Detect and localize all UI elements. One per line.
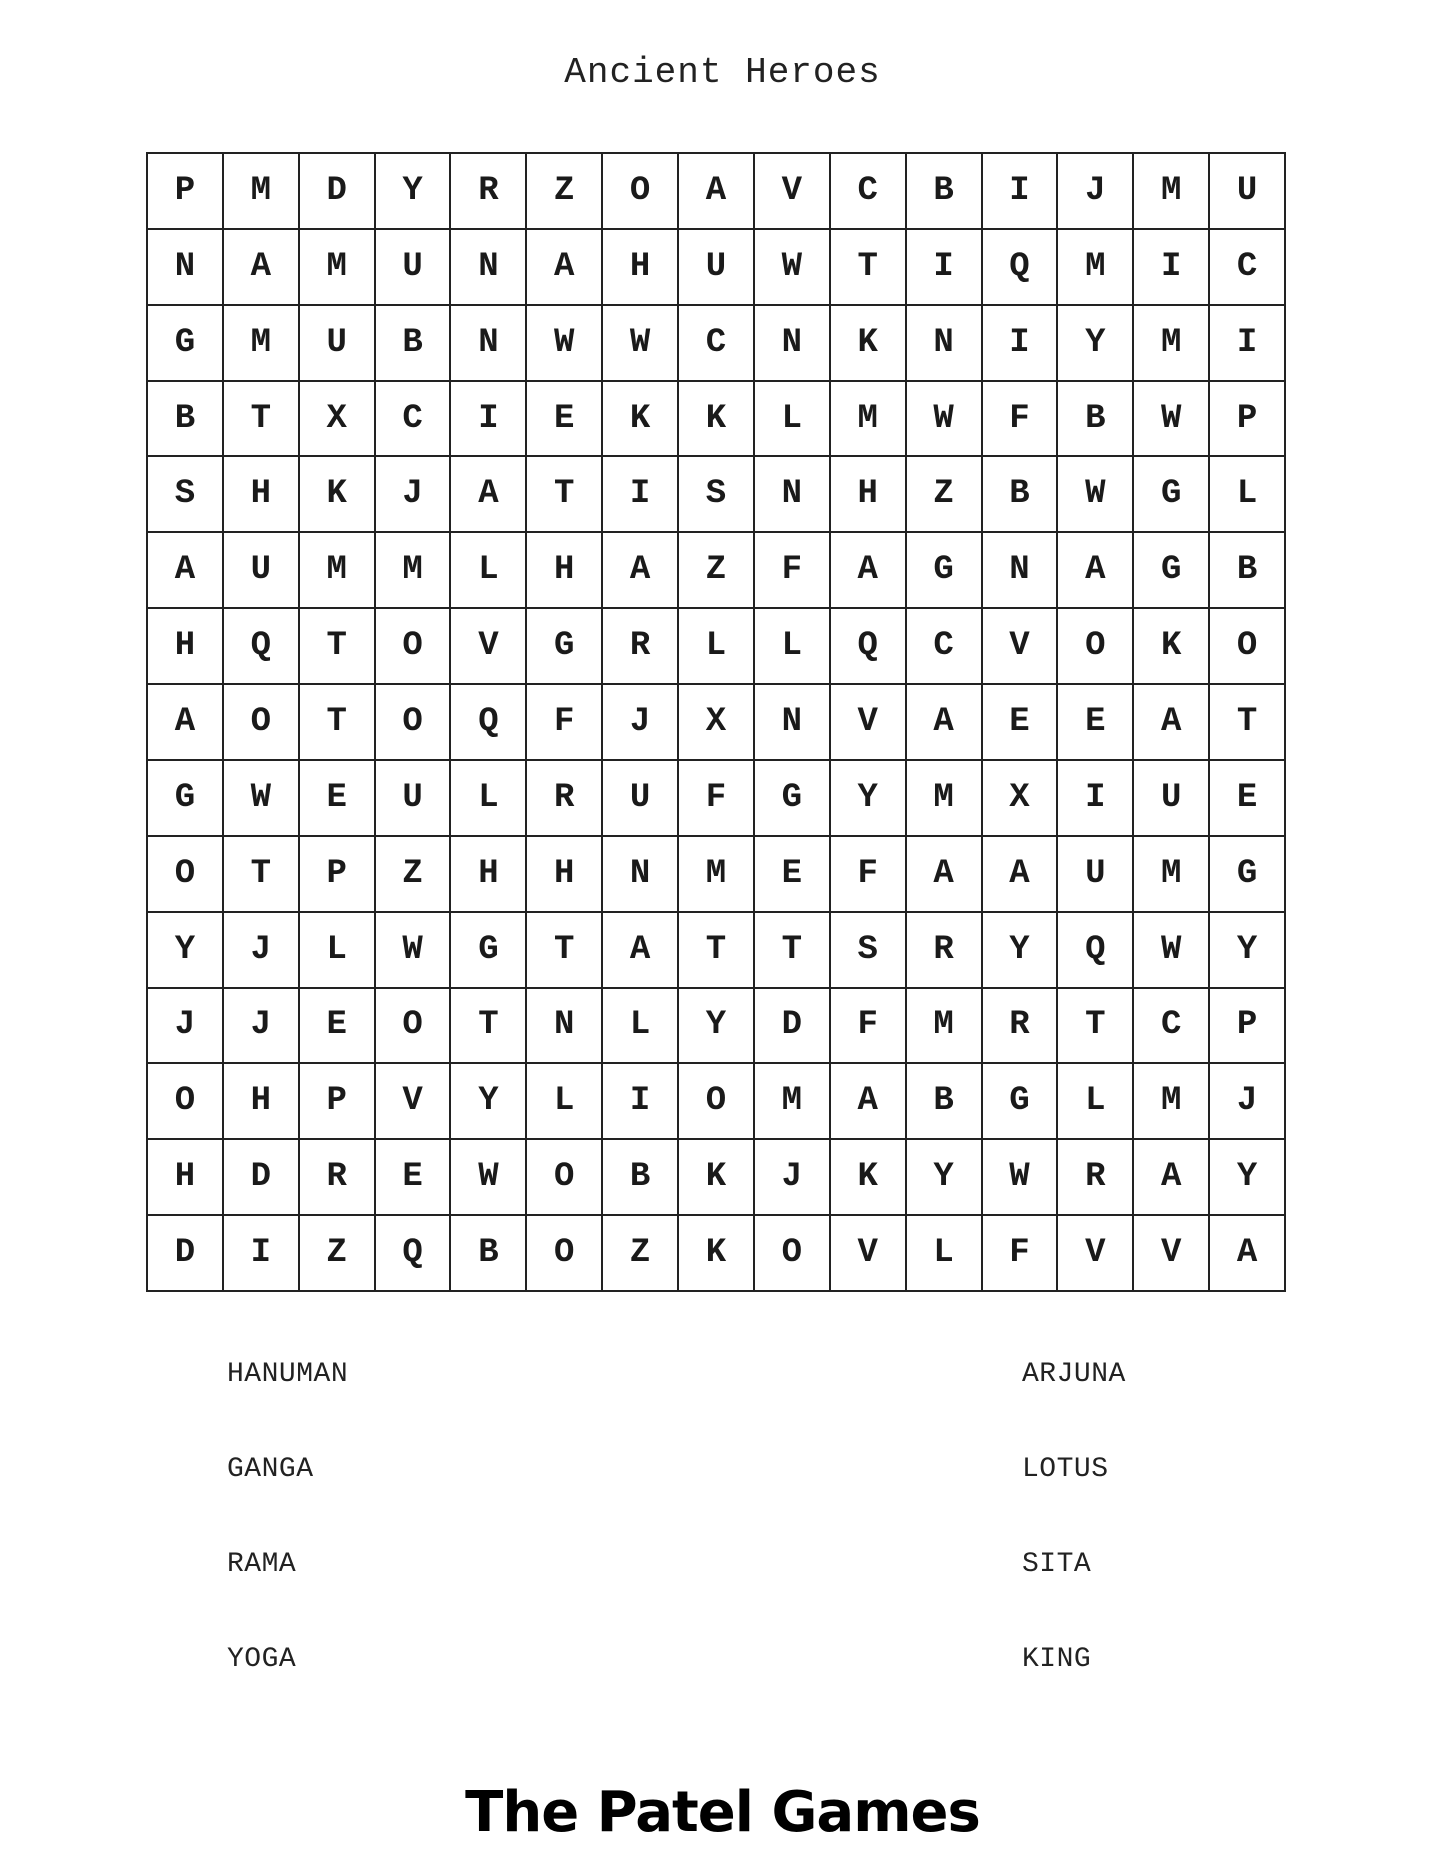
grid-cell[interactable]: W	[983, 1140, 1059, 1216]
word-list-item: LOTUS	[1022, 1454, 1109, 1485]
grid-cell[interactable]: Q	[1058, 913, 1134, 989]
grid-cell[interactable]: V	[376, 1064, 452, 1140]
grid-cell[interactable]: X	[300, 382, 376, 458]
grid-cell[interactable]: K	[603, 382, 679, 458]
grid-cell[interactable]: H	[148, 1140, 224, 1216]
grid-cell[interactable]: Q	[983, 230, 1059, 306]
word-list-item: YOGA	[227, 1644, 297, 1675]
grid-cell[interactable]: K	[679, 1216, 755, 1292]
grid-cell[interactable]: A	[148, 685, 224, 761]
puzzle-title: Ancient Heroes	[564, 52, 881, 93]
grid-cell[interactable]: M	[907, 761, 983, 837]
grid-cell[interactable]: M	[376, 533, 452, 609]
grid-cell[interactable]: W	[224, 761, 300, 837]
grid-cell[interactable]: I	[983, 154, 1059, 230]
grid-cell[interactable]: U	[224, 533, 300, 609]
grid-cell[interactable]: B	[603, 1140, 679, 1216]
grid-cell[interactable]: C	[1210, 230, 1286, 306]
grid-cell[interactable]: T	[451, 989, 527, 1065]
grid-cell[interactable]: P	[1210, 382, 1286, 458]
word-list-left	[227, 1360, 348, 1740]
grid-cell[interactable]: A	[679, 154, 755, 230]
grid-cell[interactable]: F	[831, 837, 907, 913]
grid-cell[interactable]: O	[376, 685, 452, 761]
grid-cell[interactable]: G	[148, 761, 224, 837]
grid-cell[interactable]: N	[755, 306, 831, 382]
grid-cell[interactable]: O	[224, 685, 300, 761]
grid-cell[interactable]: B	[907, 154, 983, 230]
grid-cell[interactable]: S	[831, 913, 907, 989]
grid-cell[interactable]: C	[907, 609, 983, 685]
grid-cell[interactable]: N	[983, 533, 1059, 609]
grid-cell[interactable]: T	[679, 913, 755, 989]
grid-cell[interactable]: L	[451, 761, 527, 837]
grid-cell[interactable]: F	[755, 533, 831, 609]
grid-cell[interactable]: Z	[527, 154, 603, 230]
grid-cell[interactable]: M	[224, 154, 300, 230]
grid-cell[interactable]: H	[831, 457, 907, 533]
grid-cell[interactable]: Y	[148, 913, 224, 989]
grid-cell[interactable]: F	[983, 382, 1059, 458]
grid-cell[interactable]: A	[451, 457, 527, 533]
word-list-item: KING	[1022, 1644, 1092, 1675]
grid-cell[interactable]: K	[679, 1140, 755, 1216]
grid-cell[interactable]: U	[376, 230, 452, 306]
grid-cell[interactable]: L	[1210, 457, 1286, 533]
grid-cell[interactable]: H	[224, 457, 300, 533]
grid-cell[interactable]: W	[376, 913, 452, 989]
grid-cell[interactable]: B	[983, 457, 1059, 533]
grid-cell[interactable]: C	[679, 306, 755, 382]
grid-cell[interactable]: M	[300, 533, 376, 609]
grid-cell[interactable]: E	[527, 382, 603, 458]
grid-cell[interactable]: V	[831, 1216, 907, 1292]
grid-cell[interactable]: E	[983, 685, 1059, 761]
grid-cell[interactable]: U	[1134, 761, 1210, 837]
grid-cell[interactable]: F	[983, 1216, 1059, 1292]
grid-cell[interactable]: R	[451, 154, 527, 230]
grid-cell[interactable]: J	[224, 989, 300, 1065]
grid-cell[interactable]: O	[679, 1064, 755, 1140]
grid-cell[interactable]: O	[1210, 609, 1286, 685]
grid-cell[interactable]: U	[1058, 837, 1134, 913]
grid-cell[interactable]: N	[451, 230, 527, 306]
grid-cell[interactable]: T	[831, 230, 907, 306]
grid-cell[interactable]: H	[451, 837, 527, 913]
grid-cell[interactable]: G	[907, 533, 983, 609]
grid-cell[interactable]: W	[527, 306, 603, 382]
grid-cell[interactable]: H	[148, 609, 224, 685]
grid-cell[interactable]: J	[224, 913, 300, 989]
grid-cell[interactable]: E	[376, 1140, 452, 1216]
grid-cell[interactable]: P	[148, 154, 224, 230]
grid-cell[interactable]: X	[983, 761, 1059, 837]
grid-cell[interactable]: I	[1134, 230, 1210, 306]
grid-cell[interactable]: H	[603, 230, 679, 306]
grid-cell[interactable]: W	[755, 230, 831, 306]
grid-cell[interactable]: A	[1134, 1140, 1210, 1216]
grid-cell[interactable]: A	[983, 837, 1059, 913]
grid-cell[interactable]: W	[1058, 457, 1134, 533]
grid-cell[interactable]: U	[1210, 154, 1286, 230]
grid-cell[interactable]: T	[300, 685, 376, 761]
grid-cell[interactable]: I	[1210, 306, 1286, 382]
grid-cell[interactable]: O	[148, 1064, 224, 1140]
grid-cell[interactable]: J	[148, 989, 224, 1065]
grid-cell[interactable]: T	[527, 913, 603, 989]
word-list-right	[1022, 1360, 1126, 1740]
grid-cell[interactable]: Y	[376, 154, 452, 230]
grid-cell[interactable]: T	[224, 837, 300, 913]
grid-cell[interactable]: B	[148, 382, 224, 458]
grid-cell[interactable]: N	[527, 989, 603, 1065]
grid-cell[interactable]: L	[1058, 1064, 1134, 1140]
grid-cell[interactable]: K	[300, 457, 376, 533]
grid-cell[interactable]: G	[1210, 837, 1286, 913]
grid-cell[interactable]: A	[1058, 533, 1134, 609]
grid-cell[interactable]: L	[527, 1064, 603, 1140]
grid-cell[interactable]: J	[1058, 154, 1134, 230]
grid-cell[interactable]: D	[148, 1216, 224, 1292]
grid-cell[interactable]: A	[224, 230, 300, 306]
grid-cell[interactable]: L	[755, 609, 831, 685]
grid-cell[interactable]: J	[376, 457, 452, 533]
grid-cell[interactable]: R	[603, 609, 679, 685]
grid-cell[interactable]: J	[1210, 1064, 1286, 1140]
grid-cell[interactable]: V	[831, 685, 907, 761]
grid-cell[interactable]: E	[1210, 761, 1286, 837]
word-list-item: SITA	[1022, 1549, 1092, 1580]
grid-cell[interactable]: F	[527, 685, 603, 761]
grid-cell[interactable]: T	[224, 382, 300, 458]
grid-cell[interactable]: S	[679, 457, 755, 533]
grid-cell[interactable]: Y	[679, 989, 755, 1065]
grid-cell[interactable]: U	[679, 230, 755, 306]
grid-cell[interactable]: Z	[907, 457, 983, 533]
grid-cell[interactable]: C	[1134, 989, 1210, 1065]
grid-cell[interactable]: F	[831, 989, 907, 1065]
grid-cell[interactable]: P	[300, 837, 376, 913]
grid-cell[interactable]: G	[148, 306, 224, 382]
grid-cell[interactable]: R	[527, 761, 603, 837]
grid-cell[interactable]: Q	[224, 609, 300, 685]
grid-cell[interactable]: C	[831, 154, 907, 230]
grid-cell[interactable]: S	[148, 457, 224, 533]
brand-logo-text: The Patel Games	[465, 1780, 980, 1845]
grid-cell[interactable]: G	[1134, 533, 1210, 609]
grid-cell[interactable]: M	[679, 837, 755, 913]
grid-cell[interactable]: P	[1210, 989, 1286, 1065]
letter-grid	[146, 152, 1286, 1292]
grid-cell[interactable]: A	[1134, 685, 1210, 761]
grid-cell[interactable]: I	[983, 306, 1059, 382]
grid-cell[interactable]: A	[907, 685, 983, 761]
grid-cell[interactable]: N	[451, 306, 527, 382]
grid-cell[interactable]: U	[376, 761, 452, 837]
grid-cell[interactable]: H	[527, 837, 603, 913]
grid-cell[interactable]: W	[451, 1140, 527, 1216]
grid-cell[interactable]: M	[224, 306, 300, 382]
grid-cell[interactable]: G	[1134, 457, 1210, 533]
grid-cell[interactable]: I	[603, 1064, 679, 1140]
grid-cell[interactable]: H	[224, 1064, 300, 1140]
grid-cell[interactable]: G	[527, 609, 603, 685]
grid-cell[interactable]: W	[603, 306, 679, 382]
grid-cell[interactable]: B	[376, 306, 452, 382]
grid-cell[interactable]: B	[1210, 533, 1286, 609]
grid-cell[interactable]: O	[376, 609, 452, 685]
grid-cell[interactable]: A	[831, 533, 907, 609]
grid-cell[interactable]: I	[1058, 761, 1134, 837]
grid-cell[interactable]: W	[1134, 382, 1210, 458]
word-list-item: ARJUNA	[1022, 1359, 1126, 1390]
grid-cell[interactable]: Y	[983, 913, 1059, 989]
grid-cell[interactable]: O	[603, 154, 679, 230]
grid-cell[interactable]: A	[603, 913, 679, 989]
grid-cell[interactable]: N	[148, 230, 224, 306]
grid-cell[interactable]: A	[527, 230, 603, 306]
grid-cell[interactable]: Z	[300, 1216, 376, 1292]
grid-cell[interactable]: D	[755, 989, 831, 1065]
grid-cell[interactable]: M	[1134, 837, 1210, 913]
grid-cell[interactable]: T	[755, 913, 831, 989]
grid-cell[interactable]: W	[1134, 913, 1210, 989]
grid-cell[interactable]: K	[831, 1140, 907, 1216]
grid-cell[interactable]: Q	[376, 1216, 452, 1292]
grid-cell[interactable]: Z	[679, 533, 755, 609]
grid-cell[interactable]: P	[300, 1064, 376, 1140]
grid-cell[interactable]: B	[451, 1216, 527, 1292]
grid-cell[interactable]: O	[1058, 609, 1134, 685]
grid-cell[interactable]: Y	[1210, 1140, 1286, 1216]
grid-cell[interactable]: A	[603, 533, 679, 609]
grid-cell[interactable]: Y	[831, 761, 907, 837]
grid-cell[interactable]: R	[1058, 1140, 1134, 1216]
grid-cell[interactable]: E	[300, 989, 376, 1065]
grid-cell[interactable]: T	[527, 457, 603, 533]
grid-cell[interactable]: L	[300, 913, 376, 989]
grid-cell[interactable]: H	[527, 533, 603, 609]
grid-cell[interactable]: D	[224, 1140, 300, 1216]
grid-cell[interactable]: A	[148, 533, 224, 609]
grid-cell[interactable]: I	[603, 457, 679, 533]
grid-cell[interactable]: M	[1134, 154, 1210, 230]
grid-cell[interactable]: Y	[1210, 913, 1286, 989]
grid-cell[interactable]: I	[451, 382, 527, 458]
grid-cell[interactable]: U	[603, 761, 679, 837]
grid-cell[interactable]: M	[1134, 1064, 1210, 1140]
grid-cell[interactable]: M	[1058, 230, 1134, 306]
grid-cell[interactable]: M	[300, 230, 376, 306]
grid-cell[interactable]: J	[603, 685, 679, 761]
grid-cell[interactable]: V	[1134, 1216, 1210, 1292]
grid-cell[interactable]: G	[755, 761, 831, 837]
grid-cell[interactable]: Z	[376, 837, 452, 913]
grid-cell[interactable]: V	[1058, 1216, 1134, 1292]
grid-cell[interactable]: K	[1134, 609, 1210, 685]
grid-cell[interactable]: Q	[451, 685, 527, 761]
grid-cell[interactable]: Z	[603, 1216, 679, 1292]
grid-cell[interactable]: V	[451, 609, 527, 685]
grid-cell[interactable]: L	[451, 533, 527, 609]
grid-cell[interactable]: O	[527, 1140, 603, 1216]
grid-cell[interactable]: Y	[907, 1140, 983, 1216]
grid-cell[interactable]: G	[451, 913, 527, 989]
grid-cell[interactable]: T	[1210, 685, 1286, 761]
grid-cell[interactable]: T	[300, 609, 376, 685]
grid-cell[interactable]: M	[907, 989, 983, 1065]
grid-cell[interactable]: M	[1134, 306, 1210, 382]
grid-cell[interactable]: Y	[451, 1064, 527, 1140]
grid-cell[interactable]: R	[300, 1140, 376, 1216]
grid-cell[interactable]: E	[300, 761, 376, 837]
grid-cell[interactable]: L	[679, 609, 755, 685]
word-list-item: GANGA	[227, 1454, 314, 1485]
grid-cell[interactable]: M	[755, 1064, 831, 1140]
grid-cell[interactable]: O	[755, 1216, 831, 1292]
grid-cell[interactable]: B	[907, 1064, 983, 1140]
grid-cell[interactable]: N	[907, 306, 983, 382]
grid-cell[interactable]: B	[1058, 382, 1134, 458]
grid-cell[interactable]: Q	[831, 609, 907, 685]
grid-cell[interactable]: N	[755, 685, 831, 761]
grid-cell[interactable]: A	[1210, 1216, 1286, 1292]
grid-cell[interactable]: Y	[1058, 306, 1134, 382]
grid-cell[interactable]: O	[376, 989, 452, 1065]
grid-cell[interactable]: N	[755, 457, 831, 533]
grid-cell[interactable]: G	[983, 1064, 1059, 1140]
grid-cell[interactable]: U	[300, 306, 376, 382]
grid-cell[interactable]: I	[907, 230, 983, 306]
grid-cell[interactable]: V	[755, 154, 831, 230]
grid-cell[interactable]: F	[679, 761, 755, 837]
grid-cell[interactable]: R	[983, 989, 1059, 1065]
grid-cell[interactable]: E	[1058, 685, 1134, 761]
grid-cell[interactable]: O	[148, 837, 224, 913]
grid-cell[interactable]: K	[831, 306, 907, 382]
grid-cell[interactable]: L	[755, 382, 831, 458]
grid-cell[interactable]: I	[224, 1216, 300, 1292]
grid-cell[interactable]: X	[679, 685, 755, 761]
grid-cell[interactable]: J	[755, 1140, 831, 1216]
grid-cell[interactable]: C	[376, 382, 452, 458]
grid-cell[interactable]: N	[603, 837, 679, 913]
grid-cell[interactable]: T	[1058, 989, 1134, 1065]
grid-cell[interactable]: R	[907, 913, 983, 989]
grid-cell[interactable]: A	[907, 837, 983, 913]
grid-cell[interactable]: L	[907, 1216, 983, 1292]
word-list-item: RAMA	[227, 1549, 297, 1580]
grid-cell[interactable]: L	[603, 989, 679, 1065]
word-list-item: HANUMAN	[227, 1359, 349, 1390]
grid-cell[interactable]: V	[983, 609, 1059, 685]
grid-cell[interactable]: O	[527, 1216, 603, 1292]
grid-cell[interactable]: A	[831, 1064, 907, 1140]
grid-cell[interactable]: K	[679, 382, 755, 458]
grid-cell[interactable]: M	[831, 382, 907, 458]
grid-cell[interactable]: D	[300, 154, 376, 230]
grid-cell[interactable]: W	[907, 382, 983, 458]
grid-cell[interactable]: E	[755, 837, 831, 913]
